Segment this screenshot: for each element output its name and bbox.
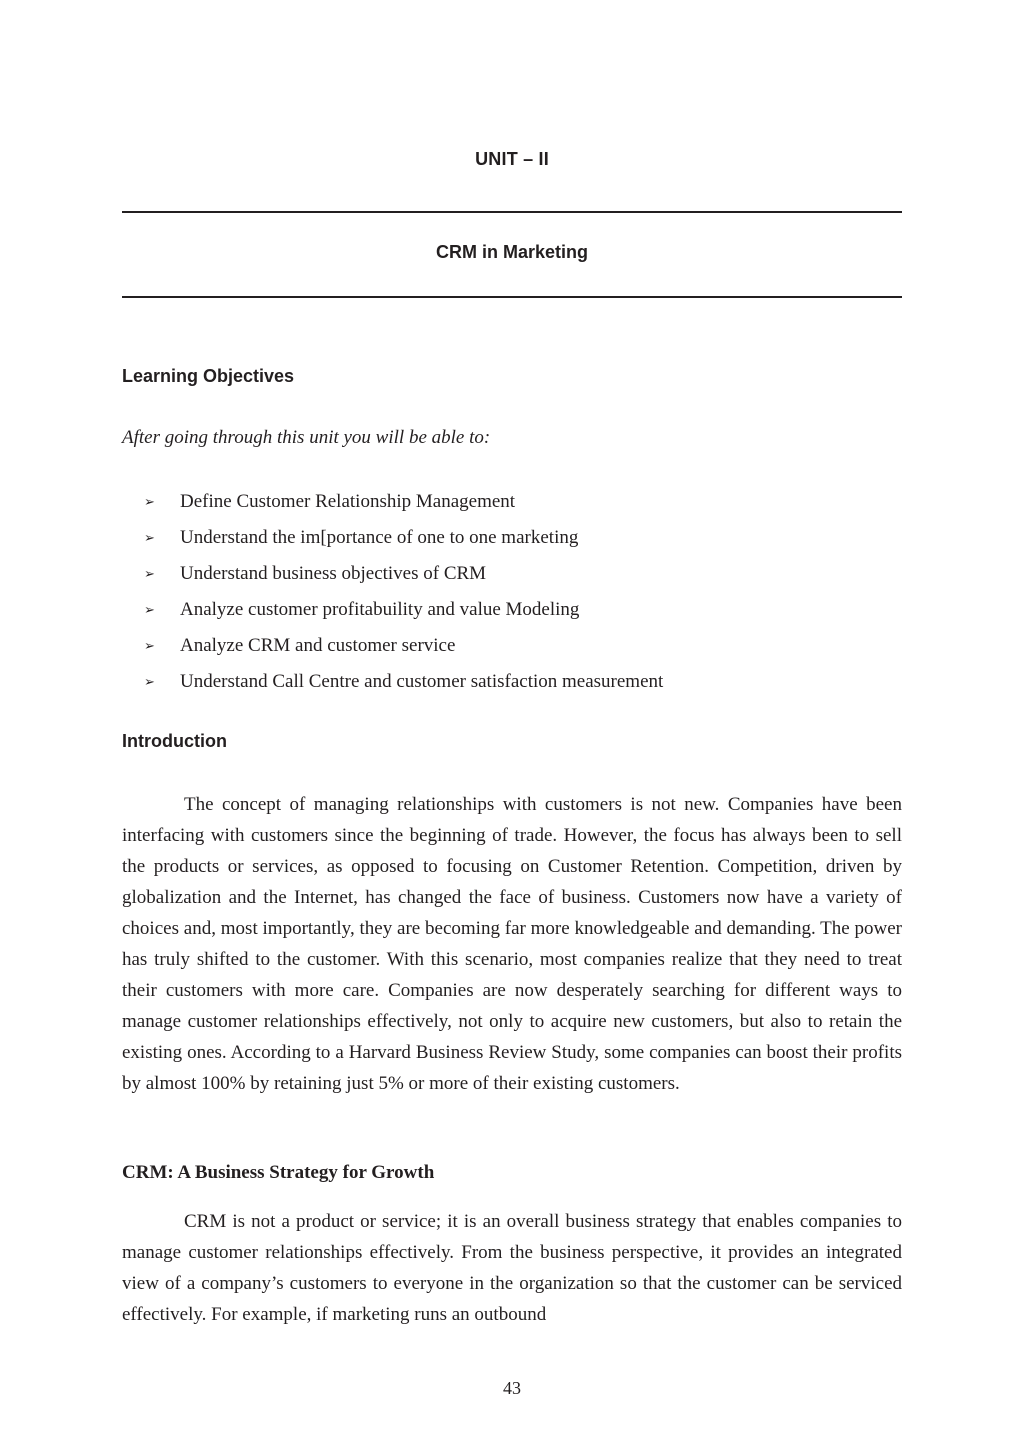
introduction-heading: Introduction bbox=[122, 731, 227, 751]
page-number: 43 bbox=[503, 1378, 521, 1398]
top-divider bbox=[122, 211, 902, 213]
objective-item bbox=[144, 524, 663, 560]
unit-title: UNIT – II bbox=[475, 149, 549, 169]
arrow-bullet-icon: ➢ bbox=[144, 674, 155, 689]
arrow-bullet-icon: ➢ bbox=[144, 494, 155, 509]
objective-item bbox=[144, 560, 663, 596]
objective-text: Understand business objectives of CRM bbox=[180, 563, 487, 584]
objective-text: Analyze CRM and customer service bbox=[180, 635, 456, 656]
objectives-list bbox=[144, 488, 663, 704]
introduction-paragraph: The concept of managing relationships with customers is not new. Companies have been interfacing with customers since the beginning of trade. However, the focus has always been to sell the products or services, as opposed to focusing on Customer Retention. Competition, driven by globalization and the Internet, has changed the face of business. Customers now have a variety of choices and, most importantly, they are becoming far more knowledgeable and demanding. The power has truly shifted to the customer. With this scenario, most companies realize that they need to treat their customers with more care. Companies are now desperately searching for different ways to manage customer relationships effectively, not only to acquire new customers, but also to retain the existing ones. According to a Harvard Business Review Study, some companies can boost their profits by almost 100% by retaining just 5% or more of their existing customers. bbox=[122, 794, 902, 1094]
arrow-bullet-icon: ➢ bbox=[144, 530, 155, 545]
objective-text: Analyze customer profitabuility and value Modeling bbox=[180, 599, 580, 620]
learning-objectives-heading: Learning Objectives bbox=[122, 366, 295, 386]
objective-item bbox=[144, 668, 663, 704]
objective-item bbox=[144, 632, 663, 668]
objective-text: Understand Call Centre and customer satisfaction measurement bbox=[180, 671, 664, 692]
strategy-heading: CRM: A Business Strategy for Growth bbox=[122, 1162, 435, 1183]
arrow-bullet-icon: ➢ bbox=[144, 638, 155, 653]
strategy-paragraph: CRM is not a product or service; it is an overall business strategy that enables companies to manage customer relationships effectively. From the business perspective, it provides an integrated view of a company’s customers to everyone in the organization so that the customer can be serviced effectively. For example, if marketing runs an outbound bbox=[122, 1211, 902, 1325]
objective-item bbox=[144, 488, 663, 524]
chapter-title: CRM in Marketing bbox=[435, 242, 588, 262]
arrow-bullet-icon: ➢ bbox=[144, 566, 155, 581]
objective-item bbox=[144, 596, 663, 632]
objective-text: Define Customer Relationship Management bbox=[180, 491, 516, 512]
objectives-lead-text: After going through this unit you will be able to: bbox=[122, 427, 491, 448]
bottom-divider bbox=[122, 296, 902, 298]
objective-text: Understand the im[portance of one to one marketing bbox=[180, 527, 579, 548]
arrow-bullet-icon: ➢ bbox=[144, 602, 155, 617]
